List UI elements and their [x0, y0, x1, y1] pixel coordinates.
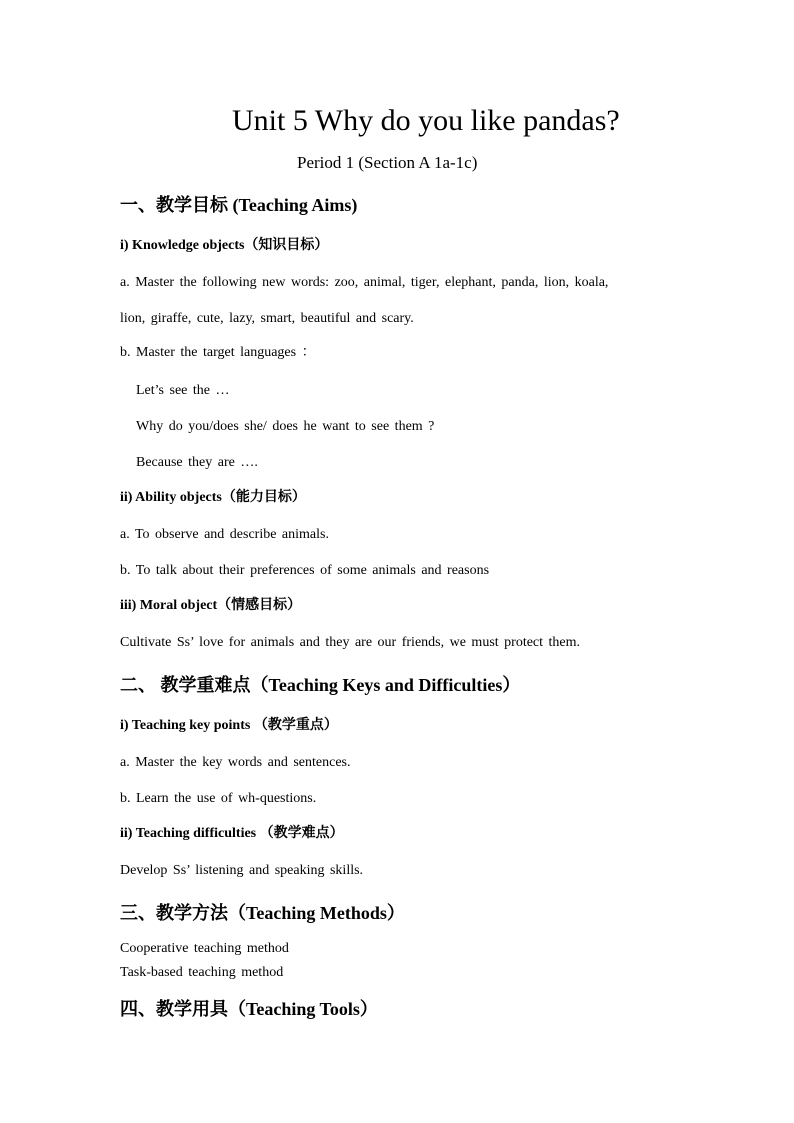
section-heading-teaching-tools: 四、教学用具（Teaching Tools）	[120, 999, 378, 1019]
paragraph-moral: Cultivate Ss’ love for animals and they are our friends, we must protect them.	[120, 635, 581, 650]
paragraph-new-words-line2: lion, giraffe, cute, lazy, smart, beautiful and scary.	[120, 311, 414, 326]
section-heading-teaching-aims: 一、教学目标 (Teaching Aims)	[120, 195, 358, 215]
list-item-method: Cooperative teaching method	[120, 941, 289, 956]
section-heading-teaching-methods: 三、教学方法（Teaching Methods）	[120, 903, 405, 923]
paragraph-target-languages: b. Master the target languages ：	[120, 345, 316, 360]
subheading-ability-objects: ii) Ability objects（能力目标）	[120, 490, 306, 505]
paragraph-key-points-b: b. Learn the use of wh-questions.	[120, 791, 317, 806]
target-language-item: Because they are ….	[136, 455, 258, 470]
paragraph-new-words-line1: a. Master the following new words: zoo, animal, tiger, elephant, panda, lion, koala,	[120, 275, 609, 290]
subheading-knowledge-objects: i) Knowledge objects（知识目标）	[120, 238, 329, 253]
section-heading-keys-difficulties: 二、 教学重难点（Teaching Keys and Difficulties）	[120, 675, 521, 695]
paragraph-ability-a: a. To observe and describe animals.	[120, 527, 329, 542]
paragraph-key-points-a: a. Master the key words and sentences.	[120, 755, 351, 770]
list-item-method: Task-based teaching method	[120, 965, 284, 980]
subheading-difficulties: ii) Teaching difficulties （教学难点）	[120, 826, 344, 841]
subheading-key-points: i) Teaching key points （教学重点）	[120, 718, 338, 733]
subheading-moral-object: iii) Moral object（情感目标）	[120, 598, 302, 613]
paragraph-ability-b: b. To talk about their preferences of some animals and reasons	[120, 563, 490, 578]
target-language-item: Why do you/does she/ does he want to see them ?	[136, 419, 435, 434]
target-language-item: Let’s see the …	[136, 383, 230, 398]
page-subtitle: Period 1 (Section A 1a-1c)	[297, 153, 478, 172]
page-title: Unit 5 Why do you like pandas?	[232, 104, 620, 137]
paragraph-difficulties: Develop Ss’ listening and speaking skills.	[120, 863, 364, 878]
